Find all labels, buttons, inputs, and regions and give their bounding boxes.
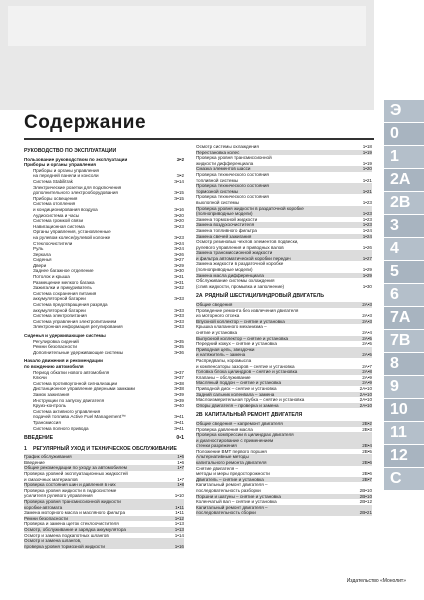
toc-entry-page: Э•2 xyxy=(176,173,184,179)
chapter-tab[interactable]: 10 xyxy=(384,399,424,422)
toc-entry-title: Проверка давления масла xyxy=(196,426,253,432)
toc-entry-page: Э•33 xyxy=(173,318,184,324)
toc-entry-page: Э•23 xyxy=(173,234,184,240)
toc-entry-page: 2B•12 xyxy=(359,499,372,505)
toc-entry-page: 1•13 xyxy=(174,527,184,532)
chapter-tab[interactable]: 11 xyxy=(384,422,424,445)
toc-entry-page: Э•14 xyxy=(173,178,184,184)
toc-entry-title: проверка уровня тормозной жидкости xyxy=(24,543,105,549)
chapter-tab[interactable]: 6 xyxy=(384,284,424,307)
toc-entry-page: Э•37 xyxy=(173,375,184,381)
toc-entry-title: из моторного отсека xyxy=(196,313,240,319)
toc-entry-title: Проверка уровня жидкости в раздаточной коробке xyxy=(196,205,304,211)
toc-entry-title: Проведение ремонта без извлечения двигателя xyxy=(196,307,299,313)
section-heading xyxy=(196,293,372,300)
toc-entry-title: Осмотр и замена шлангов, xyxy=(24,538,82,544)
toc-entry[interactable] xyxy=(24,350,184,356)
toc-entry-page: Э•15 xyxy=(173,195,184,201)
toc-entry-title: Руль xyxy=(33,246,44,252)
toc-entry-title: Стеклоочистители xyxy=(33,240,73,246)
toc-entry-page: 1•7 xyxy=(177,476,184,482)
toc-entry-page: Э•38 xyxy=(173,386,184,392)
toc-entry-title: Начало движения и рекомендации xyxy=(24,358,103,364)
toc-entry-title: на передней панели и консоли xyxy=(33,173,99,179)
toc-entry-page: 1•14 xyxy=(174,532,184,538)
toc-entry-page: Э•31 xyxy=(173,274,184,280)
toc-entry-page: 1•18 xyxy=(362,144,372,149)
toc-entry-title: Регулировка сидений xyxy=(33,338,79,344)
toc-entry-title: Замок зажигания xyxy=(33,391,70,397)
section-number: 1 xyxy=(24,445,27,452)
toc-entry-title: Дистанционное управление дверными замками xyxy=(33,386,135,392)
publisher-footer: Издательство «Монолит» xyxy=(346,578,406,584)
toc-entry-title: Коленчатый вал – снятие и установка xyxy=(196,499,277,505)
toc-entry-title: жидкости дифференциала xyxy=(196,160,254,166)
toc-entry-title: Приборы освещения xyxy=(33,195,78,201)
toc-entry-title: Замена жидкости в раздаточной коробке xyxy=(196,261,284,267)
toc-entry-title: по вождению автомобиля xyxy=(24,363,84,369)
toc-entry-page: Э•33 xyxy=(173,296,184,302)
toc-entry-title: Органы управления, установленные xyxy=(33,229,111,235)
toc-entry-page: Э•41 xyxy=(173,425,184,431)
toc-entry-page: Э•35 xyxy=(173,338,184,344)
toc-entry-title: и смазочных материалов xyxy=(24,476,78,482)
toc-entry-title: Проверка технического состояния xyxy=(196,183,269,189)
toc-entry-title: Передний кожух – снятие и установка xyxy=(196,341,277,347)
toc-entry-title: Ремни безопасности xyxy=(33,344,77,350)
toc-entry-page: 1•27 xyxy=(362,255,372,261)
header-band xyxy=(0,0,374,110)
toc-entry-title: Приводная цепь, звездочки xyxy=(196,346,255,352)
toc-entry-title: аккумуляторной батареи xyxy=(33,307,86,313)
toc-entry-page: Э•40 xyxy=(173,403,184,409)
toc-entry-page: 1•23 xyxy=(362,222,372,228)
toc-entry-page: Э•33 xyxy=(173,307,184,313)
toc-entry-page: Э•32 xyxy=(173,285,184,291)
toc-entry-title: Сиденья xyxy=(33,257,52,263)
toc-entry-title: (полноприводные модели) xyxy=(196,267,253,273)
toc-entry-title: Осмотр и замена подкапотных шлангов xyxy=(24,532,109,538)
toc-entry-title: График обслуживания xyxy=(24,454,72,460)
toc-entry-title: Система Stabilitrak xyxy=(33,178,73,184)
toc-entry-title: Зажигалки и прикуриватель xyxy=(33,285,92,291)
toc-entry-title: Система отопления xyxy=(33,201,76,207)
toc-entry-title: Дополнительные удерживающие системы xyxy=(33,349,124,355)
toc-entry-title: Перестановка колес xyxy=(196,149,240,155)
toc-entry-page: 1•21 xyxy=(362,188,372,194)
toc-entry-title: и фильтра автоматической коробки передач xyxy=(196,255,291,261)
toc-entry-title: и кондиционирования воздуха xyxy=(33,206,98,212)
toc-entry-page: 1•24 xyxy=(362,233,372,239)
toc-entry-page: Э•26 xyxy=(173,251,184,257)
header-band-inner xyxy=(8,6,366,46)
toc-entry-title: Проверка уровня трансмиссионной xyxy=(196,155,272,161)
chapter-tab[interactable]: 12 xyxy=(384,445,424,468)
page-title: Содержание xyxy=(24,112,147,133)
toc-entry-title: Замена топливного фильтра xyxy=(196,227,257,233)
toc-entry-page: 2B•3 xyxy=(362,426,372,432)
toc-entry-title: топливной системы xyxy=(196,177,238,183)
toc-entry-page: Э•20 xyxy=(173,218,184,224)
toc-entry[interactable] xyxy=(196,510,372,516)
toc-entry-page: Э•39 xyxy=(173,397,184,403)
toc-entry-page: Э•24 xyxy=(173,246,184,252)
toc-entry-page: 1•26 xyxy=(362,244,372,250)
toc-entry-title: снятие и установка xyxy=(196,330,238,335)
toc-entry-title: Общие сведения xyxy=(196,302,233,308)
toc-entry-page: 2B•2 xyxy=(362,420,372,426)
toc-entry[interactable] xyxy=(196,403,372,409)
toc-entry-title: Замена трансмиссионной жидкости xyxy=(196,250,273,256)
chapter-tab[interactable]: 1 xyxy=(384,146,424,169)
toc-entry-page: 2A•10 xyxy=(359,397,372,403)
toc-entry-page: 1•12 xyxy=(174,515,184,521)
toc-entry-title: Инструкции по запуску двигателя xyxy=(33,397,105,403)
toc-entry-page: 2A•4 xyxy=(362,330,372,335)
toc-entry-title: Система противоугонной сигнализации xyxy=(33,380,118,386)
toc-entry-page: 2A•7 xyxy=(362,363,372,369)
toc-entry-title: Заднее багажное отделение xyxy=(33,268,94,274)
section-page: 0•1 xyxy=(176,435,184,442)
toc-entry-page: Э•38 xyxy=(173,380,184,386)
toc-entry-title: Ремни безопасности xyxy=(24,515,68,521)
toc-entry-page: 1•6 xyxy=(177,454,184,460)
toc-entry-title: Система активного управления xyxy=(33,408,101,414)
toc-entry-title: Приводной диск – снятие и установка xyxy=(196,385,277,391)
toc-entry-title: Осмотр, обслуживание и зарядка аккумулятора xyxy=(24,527,126,532)
toc-entry-title: последовательность разборки xyxy=(196,488,261,494)
toc-entry[interactable] xyxy=(196,284,372,290)
chapter-tab[interactable]: 3 xyxy=(384,215,424,238)
toc-entry-title: усилителя рулевого управления xyxy=(24,493,93,499)
toc-entry-title: Приборы и органы управления xyxy=(33,167,99,173)
toc-entry-title: Система предотвращения разряда xyxy=(33,302,108,308)
toc-entry-page: Э•33 xyxy=(173,324,184,330)
chapter-tab[interactable]: 7B xyxy=(384,330,424,353)
toc-entry[interactable] xyxy=(24,544,184,550)
section-heading xyxy=(24,148,184,155)
toc-entry-page: 1•8 xyxy=(177,482,184,488)
toc-right-column xyxy=(196,144,372,516)
chapter-tab[interactable]: 2B xyxy=(384,192,424,215)
toc-entry-title: Зеркала xyxy=(33,251,51,257)
toc-entry-title: тормозной системы xyxy=(196,188,239,194)
toc-entry-title: дополнительного электрооборудования xyxy=(33,190,118,196)
toc-entry-title: Замена воздухоочистителя xyxy=(196,222,255,228)
toc-entry-page: Э•41 xyxy=(173,414,184,420)
toc-entry-page: 1•11 xyxy=(175,504,184,510)
toc-entry-title: Поршни и шатуны – снятие и установка xyxy=(196,493,281,499)
toc-entry-page: Э•20 xyxy=(173,212,184,218)
toc-entry-title: Система управления электропитанием xyxy=(33,318,117,324)
toc-entry-title: Аудиосистема и часы xyxy=(33,212,80,218)
toc-entry-page: 2A•5 xyxy=(362,335,372,341)
toc-entry-page: 1•16 xyxy=(174,543,184,549)
toc-entry-title: Снятие двигателя – xyxy=(196,465,239,471)
toc-entry-title: Положение ВМТ первого поршня xyxy=(196,448,267,454)
section-number: 2B xyxy=(196,412,203,419)
toc-entry-title: Крышка клапанного механизма – xyxy=(196,324,267,330)
toc-entry-page: 1•21 xyxy=(362,177,372,183)
toc-entry-page: 2A•5 xyxy=(362,352,372,358)
toc-entry-title: и компенсаторы зазоров – снятие и установка xyxy=(196,363,295,369)
toc-entry-title: Головка блока цилиндров – снятие и установка xyxy=(196,369,298,375)
section-heading xyxy=(196,412,372,419)
toc-entry-title: Двери xyxy=(33,262,47,268)
toc-entry-page: 1•29 xyxy=(362,272,372,278)
toc-entry-title: методы и меры предосторожности xyxy=(196,471,270,477)
toc-entry-page: 1•13 xyxy=(174,521,184,527)
toc-entry-page: 2A•10 xyxy=(359,385,372,391)
toc-entry-title: выхлопной системы xyxy=(196,199,239,205)
section-heading xyxy=(24,435,184,442)
section-title: РУКОВОДСТВО ПО ЭКСПЛУАТАЦИИ xyxy=(24,148,117,154)
toc-entry-page: Э•33 xyxy=(173,313,184,319)
toc-entry-title: Осмотр системы охлаждения xyxy=(196,144,259,149)
toc-entry-title: Размещение мелкого багажа xyxy=(33,279,95,285)
toc-entry-title: Проверка уровня жидкости в гидросистеме xyxy=(24,487,117,493)
toc-entry-page: 2A•8 xyxy=(362,369,372,375)
toc-entry-title: стенки разрежения xyxy=(196,443,237,449)
toc-entry-page: 1•11 xyxy=(175,510,184,516)
toc-entry-title: рулевого управления и приводных валов xyxy=(196,244,284,250)
chapter-tab[interactable]: 8 xyxy=(384,353,424,376)
toc-entry-title: Замена моторного масла и масляного фильтра xyxy=(24,510,125,516)
toc-entry-title: аккумуляторной батареи xyxy=(33,296,86,302)
toc-entry-title: Проверка и замена щеток стеклоочистителя xyxy=(24,521,119,527)
toc-entry-title: Обслуживание системы охлаждения xyxy=(196,278,275,284)
toc-entry-page: Э•16 xyxy=(173,206,184,212)
toc-entry-title: последовательность сборки xyxy=(196,510,256,516)
toc-entry-page: 1•24 xyxy=(362,227,372,233)
toc-entry-page: 2A•9 xyxy=(362,374,372,380)
toc-entry-title: коробки-автомата xyxy=(24,504,63,510)
toc-entry-page: 2B•5 xyxy=(362,448,372,454)
toc-entry-title: (слив жидкости, промывка и заполнение) xyxy=(196,283,285,289)
toc-entry-page: 2B•6 xyxy=(362,460,372,466)
toc-entry-page: 2B•10 xyxy=(359,493,372,499)
chapter-tab[interactable]: 0 xyxy=(384,123,424,146)
toc-entry-page: Э•41 xyxy=(173,419,184,425)
toc-entry-page: 1•23 xyxy=(362,199,372,205)
toc-entry-page: Э•31 xyxy=(173,279,184,285)
toc-entry-page: Э•37 xyxy=(173,369,184,375)
chapter-tab[interactable]: 5 xyxy=(384,261,424,284)
toc-entry-title: Период обкатки нового автомобиля xyxy=(33,369,110,375)
toc-entry-title: Выпускной коллектор – снятие и установка xyxy=(196,335,289,341)
toc-entry-page: Э•2 xyxy=(176,156,184,162)
toc-entry-page: Э•39 xyxy=(173,391,184,397)
toc-entry-title: капитального ремонта двигателя xyxy=(196,460,267,466)
chapter-tab[interactable]: 2A xyxy=(384,169,424,192)
toc-entry-page: 2A•10 xyxy=(359,391,372,397)
chapter-tabs xyxy=(384,100,424,491)
toc-entry-title: Общие рекомендации по уходу за автомобилем xyxy=(24,465,127,471)
toc-entry-title: Общие сведения – капремонт двигателя xyxy=(196,420,283,426)
toc-entry-title: Двигатель – снятие и установка xyxy=(196,476,264,482)
toc-entry-title: Смазка элементов шасси xyxy=(196,166,251,172)
toc-entry-title: Система электропитания xyxy=(33,313,87,319)
toc-entry-title: Круиз-контроль xyxy=(33,403,67,409)
toc-entry-page: Э•30 xyxy=(173,268,184,274)
section-title: КАПИТАЛЬНЫЙ РЕМОНТ ДВИГАТЕЛЯ xyxy=(205,412,303,419)
toc-entry-page: Э•27 xyxy=(173,257,184,263)
toc-entry-title: Проверка уровней эксплуатационных жидкостей xyxy=(24,471,128,477)
section-title: РЯДНЫЙ ШЕСТИЦИЛИНДРОВЫЙ ДВИГАТЕЛЬ xyxy=(205,293,324,300)
toc-entry-title: на рулевом колесе/рулевой колонке xyxy=(33,234,111,240)
toc-entry-title: Приборы и органы управления xyxy=(24,162,96,168)
toc-entry-title: Проверка уровня трансмиссионной жидкости xyxy=(24,499,121,505)
toc-entry-title: Трансмиссия xyxy=(33,419,61,425)
toc-entry-page: 2B•7 xyxy=(362,476,372,482)
toc-entry-page: 2A•3 xyxy=(362,313,372,319)
toc-entry-title: Электронная информация регулирования xyxy=(33,324,123,330)
toc-entry-title: Маслоизмерительная трубка – снятие и установка xyxy=(196,397,305,403)
toc-entry-title: Проверка состояния шин и давления в них xyxy=(24,482,116,488)
toc-entry-title: Проверка компрессии в цилиндрах двигателя xyxy=(196,432,294,438)
toc-entry-title: Капитальный ремонт двигателя – xyxy=(196,482,268,488)
chapter-tab[interactable]: Э xyxy=(384,100,424,123)
toc-entry-title: Потолок и крыша xyxy=(33,274,70,280)
chapter-tab[interactable]: 4 xyxy=(384,238,424,261)
toc-entry-title: Задний сальник коленвала – замена xyxy=(196,391,275,397)
toc-entry-page: 1•23 xyxy=(362,216,372,222)
toc-entry-title: Система громкой связи xyxy=(33,218,84,224)
toc-entry-page: 2B•6 xyxy=(362,471,372,477)
toc-entry-page: 2B•10 xyxy=(359,488,372,494)
toc-entry-page: Э•29 xyxy=(173,262,184,268)
toc-entry-title: Ключи xyxy=(33,375,47,381)
toc-entry-title: Замена свечей зажигания xyxy=(196,233,252,239)
toc-entry-title: Замена масла дифференциала xyxy=(196,272,264,278)
toc-entry-page: 2A•10 xyxy=(359,402,372,408)
toc-entry-page: 2A•3 xyxy=(362,302,372,308)
chapter-tab[interactable]: C xyxy=(384,468,424,491)
toc-entry-title: Распредвалы, коромысла xyxy=(196,357,252,363)
toc-entry-title: Опоры двигателя – проверка и замена xyxy=(196,402,279,408)
chapter-tab[interactable]: 7A xyxy=(384,307,424,330)
toc-entry-page: 1•30 xyxy=(362,283,372,289)
toc-entry-page: Э•24 xyxy=(173,240,184,246)
toc-entry-title: Масляный поддон – снятие и установка xyxy=(196,380,282,386)
title-rule xyxy=(24,138,374,140)
toc-entry-title: Альтернативные методы xyxy=(196,454,249,460)
toc-entry-page: 1•23 xyxy=(362,211,372,217)
toc-entry-title: Впускной коллектор – снятие и установка xyxy=(196,318,285,324)
toc-entry-title: Замена тормозной жидкости xyxy=(196,216,258,222)
toc-entry-title: Система сохранения питания xyxy=(33,290,97,296)
toc-left-column xyxy=(24,144,184,549)
toc-entry-title: Капитальный ремонт двигателя – xyxy=(196,504,268,510)
toc-entry-page: 2B•4 xyxy=(362,443,372,449)
section-number: 2A xyxy=(196,293,203,300)
toc-entry-page: 1•6 xyxy=(177,459,184,465)
toc-entry-title: Введение xyxy=(24,459,45,465)
toc-entry-title: Сиденья и удерживающие системы xyxy=(24,333,106,338)
toc-entry-page: 2A•5 xyxy=(362,341,372,347)
toc-entry-title: и диагностирование с применением xyxy=(196,437,274,443)
section-title: ВВЕДЕНИЕ xyxy=(24,435,54,442)
toc-entry-page: 1•19 xyxy=(362,149,372,155)
toc-entry-title: (полноприводные модели) xyxy=(196,211,253,217)
toc-entry[interactable] xyxy=(24,324,184,330)
toc-entry-title: и натяжитель – замена xyxy=(196,352,246,358)
toc-entry-page: Э•23 xyxy=(173,223,184,229)
toc-entry[interactable] xyxy=(24,426,184,432)
toc-entry-title: Навигационная система xyxy=(33,223,85,229)
section-title: РЕГУЛЯРНЫЙ УХОД И ТЕХНИЧЕСКОЕ ОБСЛУЖИВАНИЕ xyxy=(33,445,177,452)
toc-entry-page: 1•19 xyxy=(362,160,372,166)
toc-entry-title: подачей топлива Active Fuel Management™ xyxy=(33,414,126,420)
toc-entry-title: Клапаны – обслуживание xyxy=(196,374,251,380)
toc-entry-page: 2B•21 xyxy=(359,510,372,516)
toc-entry-page: 2A•9 xyxy=(362,380,372,386)
toc-entry-page: 1•7 xyxy=(177,465,184,471)
toc-entry-page: 1•29 xyxy=(362,267,372,273)
toc-entry-title: Система полного привода xyxy=(33,425,89,431)
toc-entry-page: 1•10 xyxy=(174,493,184,499)
toc-entry-page: 1•20 xyxy=(362,166,372,172)
chapter-tab[interactable]: 9 xyxy=(384,376,424,399)
toc-entry-title: Осмотр резиновых чехлов элементов подвески, xyxy=(196,239,299,245)
toc-entry-title: Пользование руководством по эксплуатации xyxy=(24,156,128,162)
toc-entry-page: Э•15 xyxy=(173,190,184,196)
toc-entry-page: Э•35 xyxy=(173,344,184,350)
toc-entry-title: Электрические розетки для подключения xyxy=(33,184,122,190)
section-heading xyxy=(24,446,184,453)
toc-entry-title: Проверка технического состояния xyxy=(196,171,269,177)
toc-entry-page: Э•36 xyxy=(173,349,184,355)
toc-entry-page: 2A•3 xyxy=(362,318,372,324)
toc-entry-title: Проверка технического состояния xyxy=(196,194,269,200)
